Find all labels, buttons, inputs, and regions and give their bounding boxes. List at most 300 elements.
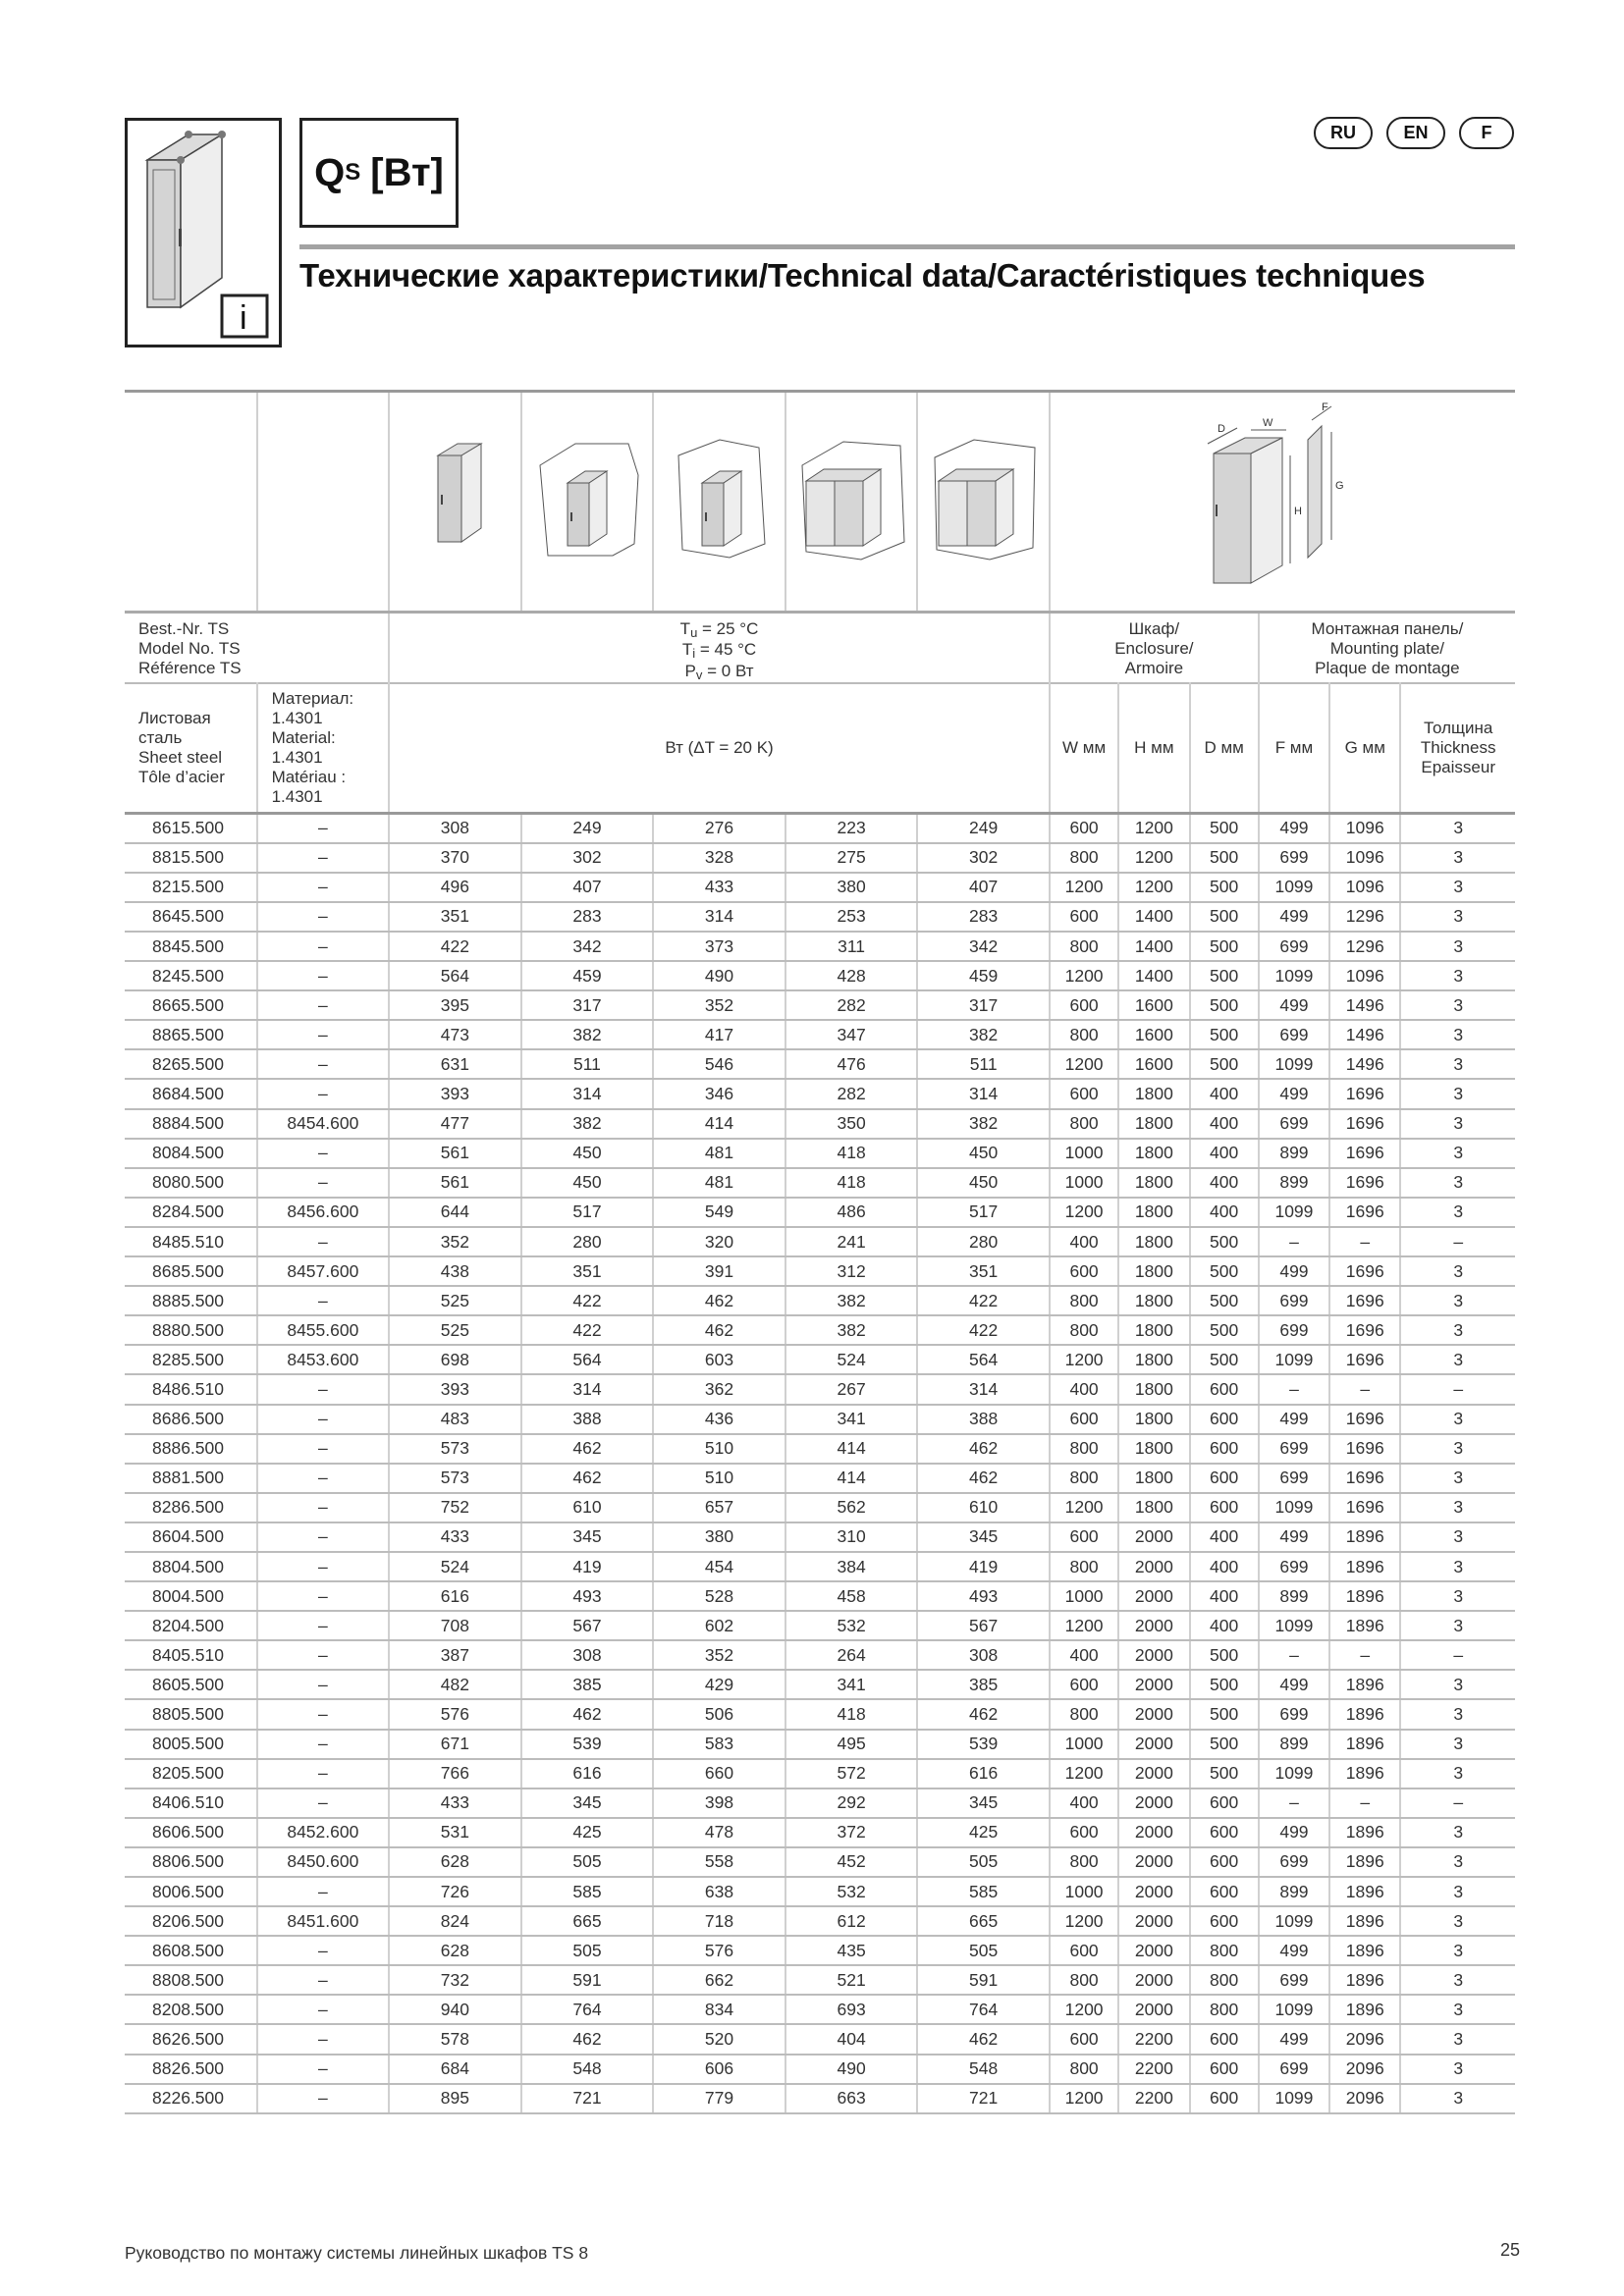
table-cell: 1696 [1329, 1256, 1400, 1286]
table-cell: 2096 [1329, 2055, 1400, 2084]
table-cell: – [1400, 1640, 1515, 1670]
table-cell: – [257, 1995, 390, 2024]
table-cell: 1896 [1329, 1965, 1400, 1995]
table-cell: 600 [1050, 1405, 1118, 1434]
table-cell: 2000 [1118, 1965, 1189, 1995]
table-cell: 600 [1050, 902, 1118, 932]
diagram-label-h: H [1294, 505, 1303, 517]
table-cell: 2200 [1118, 2055, 1189, 2084]
table-cell: – [1329, 1789, 1400, 1818]
table-cell: 458 [785, 1581, 918, 1611]
table-cell: 372 [785, 1818, 918, 1847]
table-cell: 8208.500 [125, 1995, 257, 2024]
table-cell: 576 [653, 1936, 785, 1965]
lang-badge-en [1386, 117, 1445, 149]
table-cell: 600 [1190, 1374, 1259, 1404]
table-row [125, 1759, 1515, 1789]
table-cell: 384 [785, 1552, 918, 1581]
table-cell: 3 [1400, 1286, 1515, 1315]
table-cell: 493 [521, 1581, 654, 1611]
table-cell: 8605.500 [125, 1670, 257, 1699]
table-cell: 546 [653, 1049, 785, 1079]
condition-ti: Ti = 45 °C [681, 640, 757, 662]
table-cell: 8455.600 [257, 1315, 390, 1345]
table-cell: 764 [521, 1995, 654, 2024]
table-cell: 600 [1050, 1522, 1118, 1552]
table-row [125, 1581, 1515, 1611]
table-cell: – [1329, 1640, 1400, 1670]
table-cell: 3 [1400, 1493, 1515, 1522]
table-cell: 684 [389, 2055, 521, 2084]
table-cell: 764 [917, 1995, 1050, 2024]
table-cell: 8886.500 [125, 1434, 257, 1464]
table-cell: – [257, 1049, 390, 1079]
table-cell: 606 [653, 2055, 785, 2084]
table-cell: 2000 [1118, 1699, 1189, 1729]
cabinet-info-icon [125, 118, 282, 347]
table-cell: 610 [521, 1493, 654, 1522]
table-cell: 940 [389, 1995, 521, 2024]
table-row [125, 932, 1515, 961]
table-cell: 800 [1050, 843, 1118, 873]
table-cell: – [257, 1581, 390, 1611]
table-cell: 3 [1400, 1345, 1515, 1374]
table-cell: 1200 [1050, 2084, 1118, 2113]
table-cell: 3 [1400, 1405, 1515, 1434]
table-cell: 1896 [1329, 1936, 1400, 1965]
table-row [125, 1818, 1515, 1847]
table-cell: 419 [917, 1552, 1050, 1581]
table-cell: 699 [1259, 1847, 1329, 1877]
table-cell: 1200 [1050, 1611, 1118, 1640]
table-cell: 482 [389, 1670, 521, 1699]
table-cell: 1400 [1118, 961, 1189, 990]
table-cell: 345 [521, 1522, 654, 1552]
lang-f-label: F [1481, 123, 1492, 142]
table-cell: 800 [1190, 1936, 1259, 1965]
lang-ru-label: RU [1330, 123, 1356, 142]
stainless-line4: 1.4301 [271, 747, 323, 767]
condition-tu: Tu = 25 °C [679, 619, 759, 640]
table-cell: – [257, 813, 390, 843]
condition-tu-value: 25 °C [716, 619, 759, 638]
table-cell: 631 [389, 1049, 521, 1079]
table-cell: 8284.500 [125, 1198, 257, 1227]
table-cell: 1896 [1329, 1877, 1400, 1906]
table-cell: 1696 [1329, 1345, 1400, 1374]
table-cell: 433 [653, 873, 785, 902]
table-cell: 8604.500 [125, 1522, 257, 1552]
table-cell: 351 [389, 902, 521, 932]
table-row [125, 1877, 1515, 1906]
table-cell: 499 [1259, 1818, 1329, 1847]
table-cell: 433 [389, 1789, 521, 1818]
table-cell: 800 [1050, 1552, 1118, 1581]
table-cell: – [1259, 1640, 1329, 1670]
table-cell: 8626.500 [125, 2024, 257, 2054]
table-cell: 8808.500 [125, 1965, 257, 1995]
table-cell: – [1259, 1374, 1329, 1404]
conditions-header [389, 613, 1050, 684]
table-cell: 282 [785, 1079, 918, 1108]
table-cell: 8206.500 [125, 1906, 257, 1936]
table-cell: 548 [917, 2055, 1050, 2084]
table-cell: 436 [653, 1405, 785, 1434]
qs-subscript: S [345, 159, 361, 186]
table-cell: 1000 [1050, 1581, 1118, 1611]
page-title: Технические характеристики/Technical data/Caractéristiques techniques [299, 257, 1426, 294]
header-row-1 [125, 613, 1515, 684]
table-cell: 328 [653, 843, 785, 873]
table-cell: 500 [1190, 1670, 1259, 1699]
table-cell: 418 [785, 1168, 918, 1198]
table-cell: 8665.500 [125, 990, 257, 1020]
bayed-cabinets-icon [785, 392, 918, 613]
table-cell: 2000 [1118, 1789, 1189, 1818]
table-cell: 699 [1259, 1464, 1329, 1493]
table-cell: 342 [521, 932, 654, 961]
table-cell: – [257, 961, 390, 990]
table-row [125, 1789, 1515, 1818]
model-no-line2: Model No. TS [138, 639, 241, 659]
table-cell: 422 [521, 1315, 654, 1345]
table-cell: 483 [389, 1405, 521, 1434]
table-cell: 1696 [1329, 1493, 1400, 1522]
table-cell: 8204.500 [125, 1611, 257, 1640]
table-cell: – [1329, 1374, 1400, 1404]
niche-cabinet-icon [653, 392, 785, 613]
table-cell: 373 [653, 932, 785, 961]
table-cell: 382 [917, 1020, 1050, 1049]
table-cell: 600 [1190, 1464, 1259, 1493]
enclosure-line1: Шкаф/ [1128, 619, 1180, 638]
table-cell: 1200 [1050, 1493, 1118, 1522]
table-cell: 433 [389, 1522, 521, 1552]
table-cell: – [1259, 1789, 1329, 1818]
table-cell: 362 [653, 1374, 785, 1404]
table-cell: 583 [653, 1730, 785, 1759]
table-cell: 473 [389, 1020, 521, 1049]
table-cell: 459 [521, 961, 654, 990]
table-cell: 3 [1400, 1730, 1515, 1759]
table-cell: 3 [1400, 961, 1515, 990]
enclosure-line3: Armoire [1124, 659, 1184, 678]
table-row [125, 1640, 1515, 1670]
table-cell: 1400 [1118, 932, 1189, 961]
table-cell: 499 [1259, 1670, 1329, 1699]
table-cell: 311 [785, 932, 918, 961]
table-cell: 616 [389, 1581, 521, 1611]
table-cell: 3 [1400, 1818, 1515, 1847]
table-cell: 3 [1400, 1965, 1515, 1995]
table-cell: 500 [1190, 1730, 1259, 1759]
table-cell: 450 [917, 1139, 1050, 1168]
table-cell: 564 [917, 1345, 1050, 1374]
table-cell: 8406.510 [125, 1789, 257, 1818]
table-cell: 505 [917, 1936, 1050, 1965]
table-cell: – [257, 1936, 390, 1965]
table-cell: 499 [1259, 1522, 1329, 1552]
table-cell: 3 [1400, 1020, 1515, 1049]
table-cell: 388 [521, 1405, 654, 1434]
table-cell: – [257, 1434, 390, 1464]
table-cell: 8615.500 [125, 813, 257, 843]
table-row [125, 1434, 1515, 1464]
table-cell: 1696 [1329, 1198, 1400, 1227]
table-cell: 345 [917, 1789, 1050, 1818]
table-cell: – [257, 1168, 390, 1198]
table-cell: 380 [785, 873, 918, 902]
table-cell: 600 [1050, 1936, 1118, 1965]
table-cell: 8453.600 [257, 1345, 390, 1374]
table-cell: 350 [785, 1109, 918, 1139]
table-row [125, 1168, 1515, 1198]
table-cell: 1800 [1118, 1345, 1189, 1374]
table-cell: 1600 [1118, 1020, 1189, 1049]
table-cell: 1200 [1050, 1906, 1118, 1936]
table-cell: 387 [389, 1640, 521, 1670]
table-cell: 1096 [1329, 843, 1400, 873]
table-cell: 531 [389, 1818, 521, 1847]
table-cell: 1896 [1329, 1522, 1400, 1552]
table-cell: 517 [521, 1198, 654, 1227]
table-cell: 721 [917, 2084, 1050, 2113]
table-cell: 1099 [1259, 1759, 1329, 1789]
table-cell: 450 [917, 1168, 1050, 1198]
table-cell: 500 [1190, 932, 1259, 961]
table-cell: 1200 [1050, 1345, 1118, 1374]
w-mm-header: W мм [1050, 683, 1118, 813]
table-cell: – [257, 1405, 390, 1434]
table-cell: 422 [521, 1286, 654, 1315]
table-cell: – [257, 932, 390, 961]
table-row [125, 1965, 1515, 1995]
table-cell: 435 [785, 1936, 918, 1965]
table-row [125, 1139, 1515, 1168]
table-cell: 351 [917, 1256, 1050, 1286]
table-cell: 8226.500 [125, 2084, 257, 2113]
table-cell: – [257, 873, 390, 902]
table-cell: 1099 [1259, 1611, 1329, 1640]
table-cell: 1000 [1050, 1168, 1118, 1198]
table-cell: 8806.500 [125, 1847, 257, 1877]
table-cell: 3 [1400, 873, 1515, 902]
table-cell: 3 [1400, 1079, 1515, 1108]
condition-ti-value: 45 °C [714, 640, 757, 660]
stainless-line3: Material: [271, 727, 336, 747]
table-cell: 500 [1190, 1256, 1259, 1286]
enclosure-header [1050, 613, 1259, 684]
table-cell: 517 [917, 1198, 1050, 1227]
table-cell: 2000 [1118, 1552, 1189, 1581]
table-cell: 1496 [1329, 990, 1400, 1020]
table-cell: – [257, 1227, 390, 1256]
table-cell: 561 [389, 1168, 521, 1198]
steel-line2: сталь [138, 727, 183, 747]
table-cell: – [257, 902, 390, 932]
table-cell: – [257, 2024, 390, 2054]
table-cell: 600 [1050, 990, 1118, 1020]
table-cell: 548 [521, 2055, 654, 2084]
table-cell: 524 [389, 1552, 521, 1581]
table-cell: 1800 [1118, 1405, 1189, 1434]
table-row [125, 1256, 1515, 1286]
table-cell: 425 [917, 1818, 1050, 1847]
table-cell: 591 [917, 1965, 1050, 1995]
table-cell: 2000 [1118, 1995, 1189, 2024]
table-cell: 496 [389, 873, 521, 902]
table-cell: 3 [1400, 1256, 1515, 1286]
table-cell: 347 [785, 1020, 918, 1049]
table-cell: 400 [1190, 1611, 1259, 1640]
table-cell: 352 [389, 1227, 521, 1256]
table-cell: – [257, 1493, 390, 1522]
table-cell: 1200 [1050, 1759, 1118, 1789]
table-cell: 388 [917, 1405, 1050, 1434]
table-cell: 283 [521, 902, 654, 932]
table-cell: 1800 [1118, 1227, 1189, 1256]
table-cell: 585 [521, 1877, 654, 1906]
table-cell: 644 [389, 1198, 521, 1227]
table-cell: 532 [785, 1611, 918, 1640]
table-cell: 8004.500 [125, 1581, 257, 1611]
table-cell: 500 [1190, 1315, 1259, 1345]
table-row [125, 1020, 1515, 1049]
table-cell: 3 [1400, 1759, 1515, 1789]
table-cell: 800 [1050, 1464, 1118, 1493]
steel-line1: Листовая [138, 708, 211, 727]
table-cell: 462 [653, 1315, 785, 1345]
table-cell: 486 [785, 1198, 918, 1227]
table-cell: 665 [917, 1906, 1050, 1936]
model-no-line1: Best.-Nr. TS [138, 619, 230, 638]
table-cell: 8686.500 [125, 1405, 257, 1434]
table-cell: 462 [917, 1464, 1050, 1493]
table-cell: – [1400, 1227, 1515, 1256]
table-cell: 500 [1190, 1640, 1259, 1670]
table-cell: 382 [917, 1109, 1050, 1139]
table-cell: 549 [653, 1198, 785, 1227]
plate-line2: Mounting plate/ [1329, 639, 1445, 659]
table-cell: 500 [1190, 1049, 1259, 1079]
stainless-line5: Matériau : [271, 767, 347, 786]
f-mm-header: F мм [1259, 683, 1329, 813]
table-row [125, 2084, 1515, 2113]
table-cell: 752 [389, 1493, 521, 1522]
table-cell: 8805.500 [125, 1699, 257, 1729]
table-cell: 3 [1400, 2084, 1515, 2113]
table-cell: 407 [521, 873, 654, 902]
footer-text: Руководство по монтажу системы линейных шкафов TS 8 [125, 2243, 589, 2263]
table-cell: 899 [1259, 1877, 1329, 1906]
thickness-line1: Толщина [1424, 718, 1493, 737]
table-cell: 1096 [1329, 813, 1400, 843]
table-cell: 1200 [1050, 873, 1118, 902]
table-cell: 521 [785, 1965, 918, 1995]
table-cell: 500 [1190, 1286, 1259, 1315]
table-cell: 1496 [1329, 1049, 1400, 1079]
table-row [125, 1611, 1515, 1640]
table-cell: 824 [389, 1906, 521, 1936]
table-cell: 699 [1259, 1699, 1329, 1729]
table-cell: 8804.500 [125, 1552, 257, 1581]
table-cell: 2000 [1118, 1847, 1189, 1877]
table-cell: 612 [785, 1906, 918, 1936]
table-cell: 476 [785, 1049, 918, 1079]
table-cell: 2096 [1329, 2024, 1400, 2054]
table-cell: 8845.500 [125, 932, 257, 961]
thickness-line2: Thickness [1420, 737, 1496, 757]
table-cell: – [257, 1670, 390, 1699]
table-cell: 699 [1259, 2055, 1329, 2084]
table-cell: 578 [389, 2024, 521, 2054]
table-cell: 499 [1259, 1079, 1329, 1108]
table-cell: 1896 [1329, 1847, 1400, 1877]
table-cell: 500 [1190, 843, 1259, 873]
watts-header: Вт (ΔT = 20 K) [389, 683, 1050, 813]
table-cell: 454 [653, 1552, 785, 1581]
data-rows [125, 813, 1515, 2113]
table-cell: 395 [389, 990, 521, 1020]
table-cell: 721 [521, 2084, 654, 2113]
table-cell: 459 [917, 961, 1050, 990]
table-cell: 1400 [1118, 902, 1189, 932]
table-row [125, 2024, 1515, 2054]
table-cell: 1800 [1118, 1079, 1189, 1108]
table-cell: 662 [653, 1965, 785, 1995]
table-cell: 2000 [1118, 1877, 1189, 1906]
table-cell: 351 [521, 1256, 654, 1286]
table-cell: 8880.500 [125, 1315, 257, 1345]
table-cell: 1696 [1329, 1168, 1400, 1198]
table-cell: 567 [917, 1611, 1050, 1640]
table-cell: 8865.500 [125, 1020, 257, 1049]
table-cell: 382 [785, 1315, 918, 1345]
table-cell: 600 [1190, 1877, 1259, 1906]
mounting-plate-header [1259, 613, 1515, 684]
table-cell: 1099 [1259, 1345, 1329, 1374]
table-cell: 510 [653, 1464, 785, 1493]
table-cell: 3 [1400, 932, 1515, 961]
table-cell: 800 [1050, 1699, 1118, 1729]
table-cell: 8485.510 [125, 1227, 257, 1256]
table-cell: 462 [917, 1434, 1050, 1464]
table-cell: 308 [521, 1640, 654, 1670]
table-cell: 499 [1259, 813, 1329, 843]
table-cell: 500 [1190, 1345, 1259, 1374]
table-cell: 490 [653, 961, 785, 990]
table-cell: 241 [785, 1227, 918, 1256]
table-cell: 462 [521, 1699, 654, 1729]
stainless-steel-header [257, 683, 390, 813]
table-cell: 1800 [1118, 1286, 1189, 1315]
table-cell: 8486.510 [125, 1374, 257, 1404]
table-row [125, 1198, 1515, 1227]
table-cell: 1096 [1329, 873, 1400, 902]
table-cell: 450 [521, 1139, 654, 1168]
table-cell: 500 [1190, 1699, 1259, 1729]
table-cell: 3 [1400, 1198, 1515, 1227]
table-cell: 462 [521, 1464, 654, 1493]
table-cell: 2000 [1118, 1759, 1189, 1789]
table-cell: 1096 [1329, 961, 1400, 990]
table-cell: 3 [1400, 1847, 1515, 1877]
table-row [125, 1286, 1515, 1315]
table-cell: 1200 [1050, 1198, 1118, 1227]
table-cell: 1000 [1050, 1730, 1118, 1759]
table-cell: 280 [917, 1227, 1050, 1256]
table-cell: – [257, 1611, 390, 1640]
